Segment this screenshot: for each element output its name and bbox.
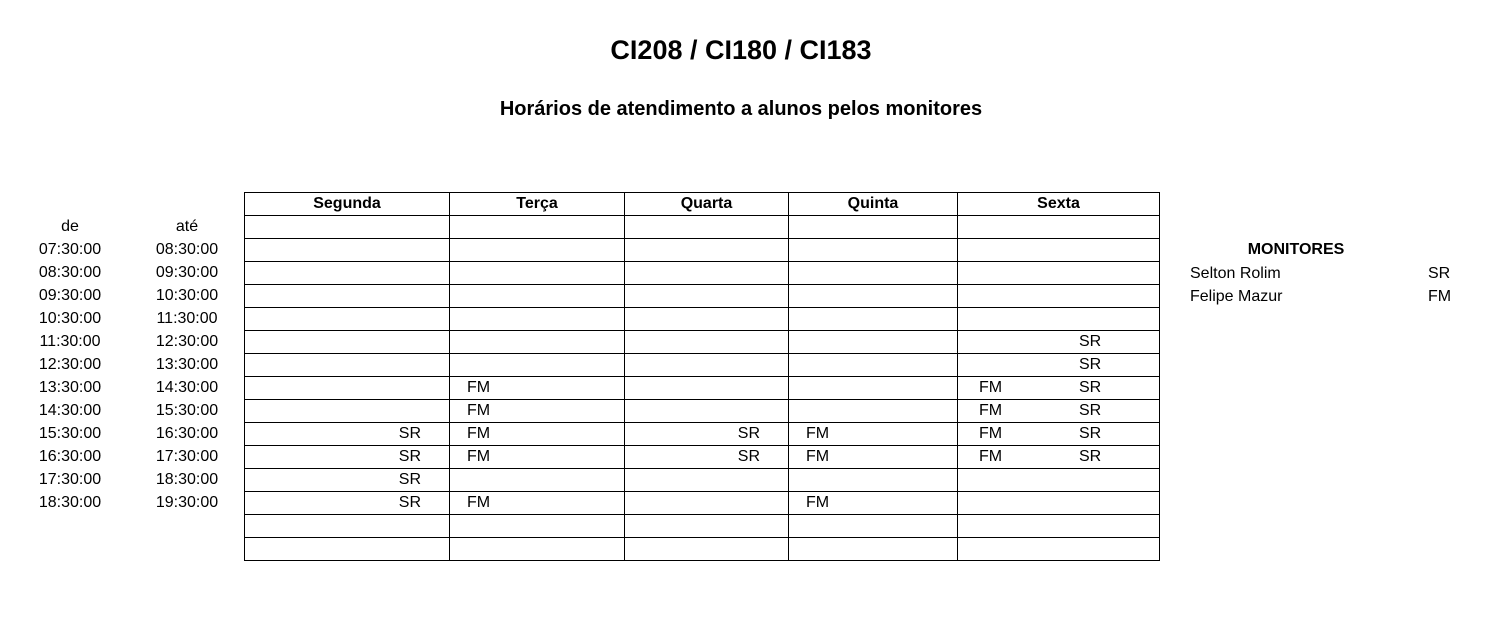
- schedule-mark: FM: [979, 379, 1003, 396]
- schedule-mark: FM: [979, 425, 1003, 442]
- table-row: [245, 216, 1160, 239]
- time-from-header: de: [61, 218, 79, 235]
- schedule-cell-quarta: [625, 377, 789, 400]
- schedule-cell-quarta: [625, 538, 789, 561]
- schedule-cell-quinta: [789, 377, 958, 400]
- monitor-name: Selton Rolim: [1190, 265, 1281, 282]
- schedule-mark: FM: [467, 425, 491, 442]
- table-row: [245, 285, 1160, 308]
- monitor-row: [1190, 285, 1465, 308]
- schedule-cell-terca: [450, 285, 625, 308]
- schedule-cell-segunda: [245, 423, 450, 446]
- time-to-cell: 08:30:00: [155, 241, 219, 258]
- table-row: [245, 239, 1160, 262]
- day-header-quinta: Quinta: [789, 193, 958, 216]
- schedule-mark: FM: [979, 448, 1003, 465]
- monitor-name: Felipe Mazur: [1190, 288, 1283, 305]
- schedule-mark: FM: [979, 402, 1003, 419]
- schedule-mark: SR: [398, 425, 421, 442]
- table-row: [245, 492, 1160, 515]
- day-header-segunda: Segunda: [245, 193, 450, 216]
- schedule-cell-quarta: [625, 216, 789, 239]
- table-row: [245, 308, 1160, 331]
- table-row: [245, 469, 1160, 492]
- schedule-mark: SR: [398, 471, 421, 488]
- schedule-cell-sexta: [958, 216, 1160, 239]
- table-row: [245, 354, 1160, 377]
- schedule-cell-sexta: [958, 515, 1160, 538]
- schedule-cell-segunda: [245, 354, 450, 377]
- schedule-cell-quinta: [789, 400, 958, 423]
- schedule-cell-quinta: [789, 308, 958, 331]
- schedule-mark: FM: [806, 425, 830, 442]
- schedule-cell-quarta: [625, 262, 789, 285]
- time-to-column: [137, 215, 237, 514]
- schedule-cell-terca: [450, 308, 625, 331]
- schedule-mark: SR: [1079, 379, 1102, 396]
- schedule-cell-segunda: [245, 285, 450, 308]
- time-to-cell: 18:30:00: [155, 471, 219, 488]
- schedule-cell-sexta: [958, 377, 1160, 400]
- schedule-cell-sexta: [958, 469, 1160, 492]
- time-from-cell: 09:30:00: [38, 287, 102, 304]
- time-to-cell: 11:30:00: [156, 310, 218, 327]
- table-row: [245, 538, 1160, 561]
- schedule-cell-sexta: [958, 239, 1160, 262]
- schedule-cell-sexta: [958, 262, 1160, 285]
- schedule-cell-segunda: [245, 400, 450, 423]
- table-row: [245, 515, 1160, 538]
- table-row: [245, 262, 1160, 285]
- schedule-cell-segunda: [245, 239, 450, 262]
- schedule-mark: SR: [1079, 356, 1102, 373]
- page-subtitle: Horários de atendimento a alunos pelos monitores: [499, 98, 983, 120]
- schedule-cell-quinta: [789, 423, 958, 446]
- time-from-cell: 17:30:00: [38, 471, 102, 488]
- schedule-cell-sexta: [958, 446, 1160, 469]
- schedule-mark: SR: [1079, 425, 1102, 442]
- day-header-terca: Terça: [450, 193, 625, 216]
- time-from-cell: 13:30:00: [38, 379, 102, 396]
- table-row: [245, 377, 1160, 400]
- schedule-mark: SR: [1079, 333, 1102, 350]
- time-from-cell: 07:30:00: [38, 241, 102, 258]
- time-from-cell: 14:30:00: [38, 402, 102, 419]
- schedule-cell-terca: [450, 469, 625, 492]
- time-from-cell: 16:30:00: [38, 448, 102, 465]
- time-from-cell: 18:30:00: [38, 494, 102, 511]
- schedule-mark: SR: [1079, 402, 1102, 419]
- schedule-cell-terca: [450, 492, 625, 515]
- schedule-mark: SR: [737, 425, 760, 442]
- schedule-cell-sexta: [958, 538, 1160, 561]
- schedule-cell-terca: [450, 239, 625, 262]
- schedule-mark: FM: [467, 402, 491, 419]
- schedule-cell-quinta: [789, 285, 958, 308]
- schedule-mark: SR: [398, 448, 421, 465]
- monitor-row: [1190, 262, 1465, 285]
- schedule-cell-quarta: [625, 469, 789, 492]
- time-to-cell: 10:30:00: [155, 287, 219, 304]
- time-to-cell: 15:30:00: [155, 402, 219, 419]
- schedule-cell-terca: [450, 515, 625, 538]
- schedule-cell-segunda: [245, 262, 450, 285]
- time-from-cell: 12:30:00: [38, 356, 102, 373]
- monitors-legend: [1190, 238, 1465, 308]
- schedule-cell-quarta: [625, 354, 789, 377]
- schedule-cell-sexta: [958, 492, 1160, 515]
- schedule-cell-quarta: [625, 492, 789, 515]
- table-row: [245, 400, 1160, 423]
- schedule-cell-terca: [450, 262, 625, 285]
- time-from-cell: 11:30:00: [39, 333, 101, 350]
- schedule-cell-quarta: [625, 308, 789, 331]
- schedule-cell-sexta: [958, 400, 1160, 423]
- schedule-mark: SR: [398, 494, 421, 511]
- schedule-mark: FM: [806, 448, 830, 465]
- schedule-cell-segunda: [245, 377, 450, 400]
- schedule-mark: FM: [467, 379, 491, 396]
- schedule-cell-quinta: [789, 216, 958, 239]
- schedule-cell-quinta: [789, 262, 958, 285]
- time-to-cell: 12:30:00: [155, 333, 219, 350]
- schedule-cell-sexta: [958, 423, 1160, 446]
- schedule-cell-terca: [450, 377, 625, 400]
- schedule-cell-quarta: [625, 515, 789, 538]
- schedule-cell-terca: [450, 331, 625, 354]
- schedule-cell-quinta: [789, 354, 958, 377]
- table-row: [245, 446, 1160, 469]
- schedule-cell-quinta: [789, 515, 958, 538]
- schedule-body: [245, 216, 1160, 561]
- schedule-table: [244, 192, 1160, 561]
- schedule-cell-segunda: [245, 331, 450, 354]
- schedule-cell-terca: [450, 423, 625, 446]
- table-row: [245, 423, 1160, 446]
- time-from-cell: 08:30:00: [38, 264, 102, 281]
- schedule-cell-sexta: [958, 285, 1160, 308]
- schedule-cell-quarta: [625, 331, 789, 354]
- schedule-mark: FM: [467, 494, 491, 511]
- schedule-cell-sexta: [958, 331, 1160, 354]
- time-from-column: [20, 215, 120, 514]
- day-header-quarta: Quarta: [625, 193, 789, 216]
- schedule-cell-segunda: [245, 446, 450, 469]
- monitor-code: FM: [1428, 288, 1452, 305]
- time-to-cell: 17:30:00: [155, 448, 219, 465]
- schedule-cell-segunda: [245, 469, 450, 492]
- schedule-cell-sexta: [958, 354, 1160, 377]
- schedule-cell-segunda: [245, 492, 450, 515]
- schedule-cell-quarta: [625, 446, 789, 469]
- schedule-cell-segunda: [245, 216, 450, 239]
- schedule-cell-quinta: [789, 538, 958, 561]
- schedule-mark: SR: [737, 448, 760, 465]
- time-from-cell: 10:30:00: [38, 310, 102, 327]
- schedule-cell-quinta: [789, 331, 958, 354]
- time-to-cell: 13:30:00: [155, 356, 219, 373]
- schedule-cell-sexta: [958, 308, 1160, 331]
- day-header-sexta: Sexta: [958, 193, 1160, 216]
- table-row: [245, 331, 1160, 354]
- schedule-cell-quinta: [789, 469, 958, 492]
- schedule-mark: FM: [806, 494, 830, 511]
- schedule-cell-terca: [450, 538, 625, 561]
- schedule-cell-terca: [450, 354, 625, 377]
- schedule-cell-quinta: [789, 492, 958, 515]
- monitors-title: MONITORES: [1247, 241, 1345, 258]
- schedule-cell-segunda: [245, 308, 450, 331]
- schedule-cell-quarta: [625, 423, 789, 446]
- time-to-cell: 16:30:00: [155, 425, 219, 442]
- schedule-cell-quarta: [625, 239, 789, 262]
- time-from-cell: 15:30:00: [38, 425, 102, 442]
- page-title: CI208 / CI180 / CI183: [610, 35, 872, 65]
- schedule-cell-terca: [450, 446, 625, 469]
- table-header-row: [245, 193, 1160, 216]
- schedule-cell-quinta: [789, 446, 958, 469]
- time-to-header: até: [175, 218, 199, 235]
- schedule-cell-quarta: [625, 400, 789, 423]
- schedule-cell-segunda: [245, 538, 450, 561]
- schedule-cell-terca: [450, 400, 625, 423]
- schedule-mark: FM: [467, 448, 491, 465]
- time-to-cell: 19:30:00: [155, 494, 219, 511]
- time-to-cell: 09:30:00: [155, 264, 219, 281]
- time-to-cell: 14:30:00: [155, 379, 219, 396]
- monitor-code: SR: [1428, 265, 1451, 282]
- schedule-cell-quinta: [789, 239, 958, 262]
- schedule-cell-quarta: [625, 285, 789, 308]
- schedule-cell-terca: [450, 216, 625, 239]
- schedule-cell-segunda: [245, 515, 450, 538]
- schedule-mark: SR: [1079, 448, 1102, 465]
